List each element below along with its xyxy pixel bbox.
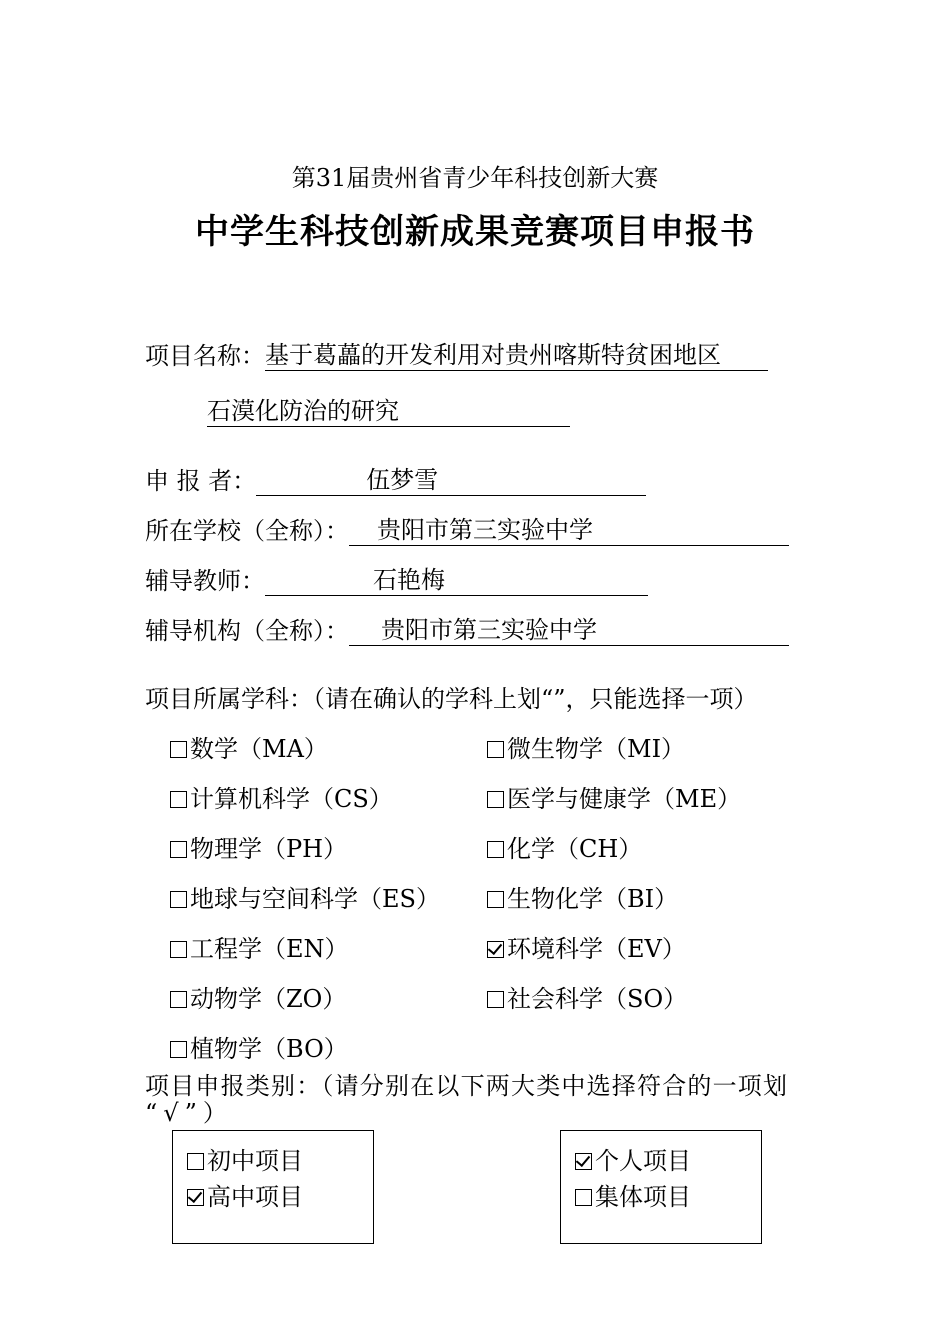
checkbox-icon — [170, 791, 187, 808]
subject-option[interactable] — [487, 729, 685, 764]
checkbox-icon — [170, 741, 187, 758]
institution-row — [145, 611, 789, 646]
institution-field[interactable] — [349, 615, 789, 646]
form-title: 中学生科技创新成果竞赛项目申报书 — [195, 212, 755, 252]
subjects-heading: 项目所属学科：（请在确认的学科上划“”，只能选择一项） — [145, 685, 758, 713]
checkbox-icon — [170, 891, 187, 908]
teacher-value: 石艳梅 — [373, 566, 445, 594]
option-label: 个人项目 — [595, 1147, 691, 1175]
project-name-line1[interactable]: 基于葛藟的开发利用对贵州喀斯特贫困地区 — [265, 340, 768, 371]
applicant-label: 申 报 者： — [145, 467, 257, 495]
subject-label: 微生物学（MI） — [507, 735, 686, 763]
subject-label: 医学与健康学（ME） — [507, 785, 742, 813]
option-label: 集体项目 — [595, 1183, 691, 1211]
teacher-row — [145, 561, 648, 596]
project-name-label: 项目名称： — [145, 342, 265, 370]
teacher-label: 辅导教师： — [145, 567, 265, 595]
option-individual[interactable] — [575, 1141, 691, 1176]
subject-label: 植物学（BO） — [190, 1035, 348, 1063]
checkbox-icon — [487, 741, 504, 758]
checkbox-icon — [487, 841, 504, 858]
institution-label: 辅导机构（全称）： — [145, 617, 349, 645]
subject-label: 物理学（PH） — [190, 835, 348, 863]
option-label: 高中项目 — [207, 1183, 303, 1211]
applicant-value: 伍梦雪 — [366, 466, 439, 494]
school-level-box — [172, 1130, 374, 1244]
subject-label: 动物学（ZO） — [190, 985, 347, 1013]
school-field[interactable] — [349, 515, 789, 546]
institution-value: 贵阳市第三实验中学 — [381, 616, 597, 644]
subject-option[interactable] — [170, 979, 346, 1014]
subject-option[interactable] — [170, 1029, 348, 1064]
project-name-line2[interactable]: 石漠化防治的研究 — [207, 396, 570, 427]
checked-box-icon — [487, 941, 504, 958]
school-label: 所在学校（全称）： — [145, 517, 349, 545]
subject-option[interactable] — [170, 879, 440, 914]
subject-option[interactable] — [170, 829, 347, 864]
subject-label: 工程学（EN） — [190, 935, 349, 963]
teacher-field[interactable] — [265, 565, 648, 596]
subject-label: 数学（MA） — [190, 735, 328, 763]
checkbox-icon — [170, 1041, 187, 1058]
subject-option[interactable] — [487, 929, 686, 964]
category-heading-line2: “√”） — [145, 1099, 233, 1127]
subject-label: 社会科学（SO） — [507, 985, 688, 1013]
subject-option[interactable] — [487, 829, 642, 864]
subject-label: 生物化学（BI） — [507, 885, 679, 913]
checkbox-icon — [487, 891, 504, 908]
applicant-row — [145, 461, 646, 496]
checkbox-icon — [187, 1189, 204, 1206]
subject-option[interactable] — [170, 729, 328, 764]
category-heading-line1: 项目申报类别：（请分别在以下两大类中选择符合的一项划 — [145, 1072, 789, 1100]
checkbox-icon — [170, 991, 187, 1008]
subject-option[interactable] — [170, 779, 393, 814]
subject-label: 地球与空间科学（ES） — [190, 885, 440, 913]
subject-option[interactable] — [487, 779, 741, 814]
school-value: 贵阳市第三实验中学 — [377, 516, 593, 544]
competition-subtitle: 第31届贵州省青少年科技创新大赛 — [291, 164, 659, 192]
checkbox-icon — [487, 991, 504, 1008]
applicant-field[interactable] — [256, 465, 646, 496]
checkbox-icon — [187, 1153, 204, 1170]
subject-label: 计算机科学（CS） — [190, 785, 393, 813]
option-label: 初中项目 — [207, 1147, 303, 1175]
option-senior-high[interactable] — [187, 1177, 303, 1212]
subject-label: 化学（CH） — [507, 835, 643, 863]
checkbox-icon — [170, 941, 187, 958]
checkbox-icon — [575, 1153, 592, 1170]
checkbox-icon — [170, 841, 187, 858]
option-junior-high[interactable] — [187, 1141, 303, 1176]
project-type-box — [560, 1130, 762, 1244]
checkbox-icon — [575, 1189, 592, 1206]
option-group[interactable] — [575, 1177, 691, 1212]
subject-label: 环境科学（EV） — [507, 935, 686, 963]
subject-option[interactable] — [487, 879, 678, 914]
checkbox-icon — [487, 791, 504, 808]
subject-option[interactable] — [170, 929, 349, 964]
project-name-row-2 — [207, 396, 570, 427]
project-name-row — [145, 336, 768, 371]
school-row — [145, 511, 789, 546]
subject-option[interactable] — [487, 979, 687, 1014]
